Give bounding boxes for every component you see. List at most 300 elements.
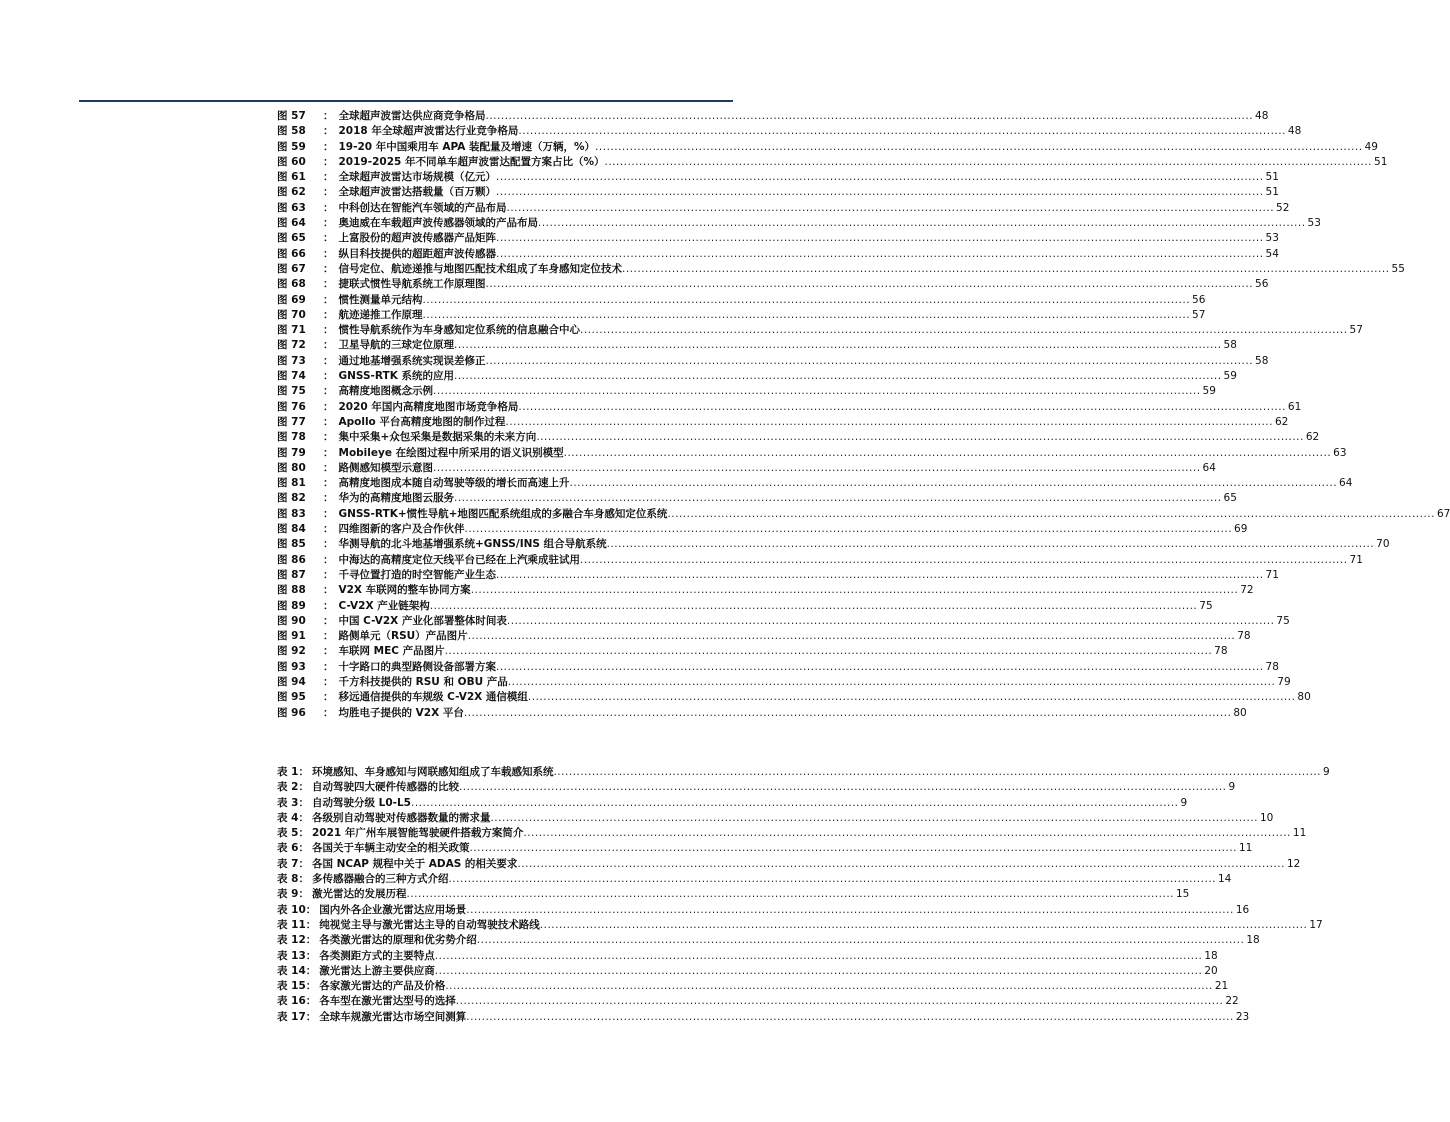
table-title: 各国关于车辆主动安全的相关政策 xyxy=(311,842,470,855)
dot-leader xyxy=(496,568,1264,583)
figure-page-number: 78 xyxy=(1214,645,1228,658)
figure-title: 2018 年全球超声波雷达行业竞争格局 xyxy=(338,125,519,138)
figure-title: 通过地基增强系统实现误差修正 xyxy=(338,354,486,367)
figure-title: 卫星导航的三球定位原理 xyxy=(338,339,454,352)
figure-title: 十字路口的典型路侧设备部署方案 xyxy=(338,660,496,673)
figure-title: 信号定位、航迹递推与地图匹配技术组成了车身感知定位技术 xyxy=(338,262,622,275)
figure-entry[interactable] xyxy=(277,384,1216,399)
figure-entry[interactable] xyxy=(277,446,1347,461)
figure-label: 图 95 xyxy=(277,691,306,704)
table-entry[interactable] xyxy=(277,933,1260,948)
table-page-number: 14 xyxy=(1218,873,1232,886)
figure-separator: ： xyxy=(323,691,334,704)
figure-title: 均胜电子提供的 V2X 平台 xyxy=(338,706,464,719)
table-page-number: 9 xyxy=(1323,766,1330,778)
figure-label: 图 87 xyxy=(277,568,306,581)
figure-entry[interactable] xyxy=(277,644,1228,659)
table-page-number: 23 xyxy=(1235,1010,1250,1023)
dot-leader xyxy=(580,553,1348,568)
figure-separator: ： xyxy=(323,140,334,153)
dot-leader xyxy=(468,629,1236,644)
figure-entry[interactable] xyxy=(277,308,1206,323)
figure-entry[interactable] xyxy=(277,400,1302,415)
table-title: 多传感器融合的三种方式介绍 xyxy=(311,873,449,886)
figure-entry[interactable] xyxy=(277,293,1206,308)
figure-separator: ： xyxy=(323,308,334,321)
figure-label: 图 67 xyxy=(277,262,306,275)
table-label: 表 10： xyxy=(277,903,317,916)
figure-title: 全球超声波雷达市场规模（亿元） xyxy=(338,171,496,184)
table-page-number: 10 xyxy=(1260,811,1274,824)
figure-entry[interactable] xyxy=(277,216,1321,231)
table-label: 表 5： xyxy=(277,827,309,840)
figure-page-number: 51 xyxy=(1265,186,1279,199)
figure-entry[interactable] xyxy=(277,461,1216,476)
table-entry[interactable] xyxy=(277,841,1253,856)
dot-leader xyxy=(622,262,1390,277)
figure-label: 图 83 xyxy=(277,507,306,520)
figure-entry[interactable] xyxy=(277,706,1247,721)
figure-page-number: 61 xyxy=(1287,400,1302,413)
figure-separator: ： xyxy=(323,492,334,505)
figure-separator: ： xyxy=(323,293,334,306)
figure-separator: ： xyxy=(323,370,334,383)
dot-leader xyxy=(448,872,1216,887)
figure-title: 高精度地图概念示例 xyxy=(338,385,433,398)
figure-title: Mobileye 在绘图过程中所采用的语义识别模型 xyxy=(338,446,564,459)
figure-separator: ： xyxy=(323,614,334,627)
figure-separator: ： xyxy=(323,339,334,352)
dot-leader xyxy=(466,903,1234,918)
figure-separator: ： xyxy=(323,675,334,688)
figure-separator: ： xyxy=(323,201,334,214)
figure-entry[interactable] xyxy=(277,201,1290,216)
dot-leader xyxy=(430,599,1198,614)
table-label: 表 11： xyxy=(277,918,317,931)
figure-separator: ： xyxy=(323,477,334,490)
figure-separator: ： xyxy=(323,507,334,520)
table-entry[interactable] xyxy=(277,780,1236,795)
figure-separator: ： xyxy=(323,262,334,275)
figure-label: 图 79 xyxy=(277,446,306,459)
figure-separator: ： xyxy=(323,431,334,444)
table-page-number: 21 xyxy=(1214,980,1229,993)
figure-entry[interactable] xyxy=(277,231,1279,246)
dot-leader xyxy=(445,644,1213,659)
figure-page-number: 71 xyxy=(1265,568,1279,581)
figure-title: 高精度地图成本随自动驾驶等级的增长而高速上升 xyxy=(338,477,570,490)
dot-leader xyxy=(604,155,1372,170)
figure-entry[interactable] xyxy=(277,369,1237,384)
dot-leader xyxy=(518,400,1286,415)
figure-label: 图 60 xyxy=(277,155,306,168)
figure-page-number: 80 xyxy=(1297,691,1311,704)
figure-label: 图 94 xyxy=(277,675,306,688)
table-entry[interactable] xyxy=(277,918,1323,933)
figure-page-number: 51 xyxy=(1265,171,1279,184)
figure-label: 图 88 xyxy=(277,584,306,597)
table-label: 表 6： xyxy=(277,842,309,855)
figure-label: 图 81 xyxy=(277,477,306,490)
figure-separator: ： xyxy=(323,415,334,428)
table-page-number: 9 xyxy=(1180,796,1188,809)
header-rule xyxy=(79,100,733,102)
figure-label: 图 66 xyxy=(277,247,306,260)
figure-label: 图 89 xyxy=(277,599,306,612)
figure-entry[interactable] xyxy=(277,170,1279,185)
figure-separator: ： xyxy=(323,599,334,612)
dot-leader xyxy=(454,338,1222,353)
figure-title: GNSS-RTK+惯性导航+地图匹配系统组成的多融合车身感知定位系统 xyxy=(338,507,668,520)
figure-title: 路侧感知模型示意图 xyxy=(338,461,433,474)
table-entry[interactable] xyxy=(277,857,1301,872)
figure-entry[interactable] xyxy=(277,491,1237,506)
dot-leader xyxy=(411,796,1179,811)
dot-leader xyxy=(595,140,1363,155)
figure-entry[interactable] xyxy=(277,629,1251,644)
figure-page-number: 57 xyxy=(1349,324,1363,337)
figure-label: 图 78 xyxy=(277,431,306,444)
figure-entry[interactable] xyxy=(277,553,1363,568)
figure-label: 图 64 xyxy=(277,217,306,230)
table-entry[interactable] xyxy=(277,964,1218,979)
figure-entry[interactable] xyxy=(277,537,1390,552)
figure-separator: ： xyxy=(323,400,334,413)
figure-title: 全球超声波雷达搭载量（百万颗） xyxy=(338,186,496,199)
figure-label: 图 85 xyxy=(277,538,306,551)
figure-separator: ： xyxy=(323,278,334,291)
dot-leader xyxy=(456,994,1224,1009)
figure-page-number: 62 xyxy=(1274,415,1289,428)
figure-label: 图 86 xyxy=(277,553,306,566)
figure-entry[interactable] xyxy=(277,277,1269,292)
figure-separator: ： xyxy=(323,553,334,566)
figure-separator: ： xyxy=(323,110,334,122)
figure-title: 航迹递推工作原理 xyxy=(338,308,423,321)
figure-label: 图 57 xyxy=(277,110,306,122)
table-title: 各国 NCAP 规程中关于 ADAS 的相关要求 xyxy=(311,857,518,870)
figure-page-number: 58 xyxy=(1223,339,1237,352)
table-page-number: 18 xyxy=(1204,949,1218,962)
figure-entry[interactable] xyxy=(277,185,1279,200)
figure-title: 19-20 年中国乘用车 APA 装配量及增速（万辆，%） xyxy=(338,140,596,153)
table-entry[interactable] xyxy=(277,994,1239,1009)
figure-label: 图 58 xyxy=(277,125,306,138)
dot-leader xyxy=(496,231,1264,246)
table-label: 表 13： xyxy=(277,949,317,962)
figure-label: 图 76 xyxy=(277,400,306,413)
figure-separator: ： xyxy=(323,538,334,551)
figure-title: 华为的高精度地图云服务 xyxy=(338,492,454,505)
dot-leader xyxy=(465,522,1233,537)
figure-page-number: 55 xyxy=(1391,262,1405,275)
figure-label: 图 92 xyxy=(277,645,306,658)
figure-label: 图 73 xyxy=(277,354,306,367)
figure-list xyxy=(277,109,1450,721)
table-title: 2021 年广州车展智能驾驶硬件搭载方案简介 xyxy=(311,827,524,840)
table-entry[interactable] xyxy=(277,887,1190,902)
figure-title: 2019-2025 年不同单车超声波雷达配置方案占比（%） xyxy=(338,155,605,168)
figure-page-number: 65 xyxy=(1223,492,1237,505)
figure-label: 图 72 xyxy=(277,339,306,352)
table-title: 各类测距方式的主要特点 xyxy=(319,949,435,962)
figure-entry[interactable] xyxy=(277,415,1289,430)
figure-label: 图 80 xyxy=(277,461,306,474)
table-label: 表 15： xyxy=(277,980,317,993)
table-page-number: 9 xyxy=(1228,781,1236,794)
table-title: 全球车规激光雷达市场空间测算 xyxy=(319,1010,467,1023)
figure-separator: ： xyxy=(323,324,334,337)
figure-entry[interactable] xyxy=(277,507,1450,522)
table-label: 表 12： xyxy=(277,934,317,947)
figure-page-number: 53 xyxy=(1307,217,1321,230)
figure-label: 图 90 xyxy=(277,614,306,627)
dot-leader xyxy=(477,933,1245,948)
figure-entry[interactable] xyxy=(277,124,1302,139)
figure-title: V2X 车联网的整车协同方案 xyxy=(338,584,471,597)
figure-entry[interactable] xyxy=(277,690,1311,705)
dot-leader xyxy=(553,765,1321,780)
dot-leader xyxy=(435,949,1203,964)
table-page-number: 17 xyxy=(1309,918,1323,931)
dot-leader xyxy=(454,369,1222,384)
dot-leader xyxy=(505,415,1273,430)
table-entry[interactable] xyxy=(277,826,1307,841)
figure-page-number: 56 xyxy=(1192,293,1206,306)
table-entry[interactable] xyxy=(277,872,1232,887)
dot-leader xyxy=(570,476,1338,491)
figure-title: 惯性测量单元结构 xyxy=(338,293,423,306)
table-title: 环境感知、车身感知与网联感知组成了车载感知系统 xyxy=(311,766,554,778)
figure-label: 图 77 xyxy=(277,415,306,428)
figure-title: 中科创达在智能汽车领域的产品布局 xyxy=(338,201,507,214)
figure-separator: ： xyxy=(323,446,334,459)
figure-label: 图 63 xyxy=(277,201,306,214)
dot-leader xyxy=(518,124,1286,139)
dot-leader xyxy=(564,446,1332,461)
dot-leader xyxy=(538,216,1306,231)
figure-entry[interactable] xyxy=(277,568,1279,583)
dot-leader xyxy=(607,537,1375,552)
dot-leader xyxy=(486,354,1254,369)
figure-page-number: 64 xyxy=(1339,477,1353,490)
dot-leader xyxy=(435,964,1203,979)
figure-title: 中海达的高精度定位天线平台已经在上汽乘成驻试用 xyxy=(338,553,580,566)
table-page-number: 16 xyxy=(1235,903,1250,916)
figure-page-number: 49 xyxy=(1364,140,1378,153)
figure-page-number: 78 xyxy=(1237,630,1251,643)
table-label: 表 9： xyxy=(277,888,309,901)
figure-entry[interactable] xyxy=(277,675,1291,690)
figure-page-number: 54 xyxy=(1265,247,1279,260)
table-entry[interactable] xyxy=(277,765,1330,780)
table-label: 表 14： xyxy=(277,964,317,977)
figure-separator: ： xyxy=(323,232,334,245)
figure-label: 图 71 xyxy=(277,324,306,337)
dot-leader xyxy=(507,201,1275,216)
figure-entry[interactable] xyxy=(277,583,1254,598)
figure-separator: ： xyxy=(323,568,334,581)
figure-separator: ： xyxy=(323,660,334,673)
figure-page-number: 70 xyxy=(1376,538,1390,551)
dot-leader xyxy=(496,185,1264,200)
figure-title: 2020 年国内高精度地图市场竞争格局 xyxy=(338,400,519,413)
figure-title: 上富股份的超声波传感器产品矩阵 xyxy=(338,232,496,245)
figure-page-number: 48 xyxy=(1287,125,1302,138)
table-page-number: 11 xyxy=(1239,842,1253,855)
figure-page-number: 48 xyxy=(1255,110,1269,122)
figure-entry[interactable] xyxy=(277,660,1279,675)
figure-title: 捷联式惯性导航系统工作原理图 xyxy=(338,278,486,291)
figure-page-number: 72 xyxy=(1240,584,1254,597)
figure-page-number: 79 xyxy=(1277,675,1291,688)
figure-page-number: 75 xyxy=(1199,599,1213,612)
figure-label: 图 68 xyxy=(277,278,306,291)
table-title: 国内外各企业激光雷达应用场景 xyxy=(319,903,467,916)
figure-title: 集中采集+众包采集是数据采集的未来方向 xyxy=(338,431,537,444)
table-page-number: 12 xyxy=(1286,857,1301,870)
table-title: 纯视觉主导与激光雷达主导的自动驾驶技术路线 xyxy=(319,918,540,931)
table-label: 表 3： xyxy=(277,796,309,809)
dot-leader xyxy=(486,109,1254,124)
figure-separator: ： xyxy=(323,155,334,168)
table-title: 自动驾驶分级 L0-L5 xyxy=(311,796,411,809)
dot-leader xyxy=(507,614,1275,629)
dot-leader xyxy=(433,384,1201,399)
figure-label: 图 62 xyxy=(277,186,306,199)
dot-leader xyxy=(517,857,1285,872)
figure-title: 千寻位置打造的时空智能产业生态 xyxy=(338,568,496,581)
figure-separator: ： xyxy=(323,385,334,398)
dot-leader xyxy=(496,247,1264,262)
figure-label: 图 61 xyxy=(277,171,306,184)
figure-entry[interactable] xyxy=(277,614,1290,629)
figure-separator: ： xyxy=(323,706,334,719)
figure-label: 图 84 xyxy=(277,523,306,536)
dot-leader xyxy=(540,918,1308,933)
figure-title: 全球超声波雷达供应商竞争格局 xyxy=(338,110,486,122)
figure-entry[interactable] xyxy=(277,476,1353,491)
figure-separator: ： xyxy=(323,247,334,260)
table-entry[interactable] xyxy=(277,811,1274,826)
figure-entry[interactable] xyxy=(277,599,1213,614)
figure-entry[interactable] xyxy=(277,430,1320,445)
figure-page-number: 58 xyxy=(1255,354,1269,367)
figure-page-number: 67 xyxy=(1436,507,1450,520)
figure-entry[interactable] xyxy=(277,262,1405,277)
table-entry[interactable] xyxy=(277,949,1218,964)
figure-label: 图 59 xyxy=(277,140,306,153)
dot-leader xyxy=(423,293,1191,308)
dot-leader xyxy=(528,690,1296,705)
figure-entry[interactable] xyxy=(277,522,1248,537)
figure-page-number: 56 xyxy=(1255,278,1269,291)
figure-entry[interactable] xyxy=(277,323,1363,338)
dot-leader xyxy=(496,170,1264,185)
dot-leader xyxy=(459,780,1227,795)
table-page-number: 15 xyxy=(1176,888,1190,901)
figure-page-number: 52 xyxy=(1276,201,1290,214)
table-list xyxy=(277,765,1330,1025)
figure-entry[interactable] xyxy=(277,338,1237,353)
figure-title: 路侧单元（RSU）产品图片 xyxy=(338,630,468,643)
table-title: 各类激光雷达的原理和优劣势介绍 xyxy=(319,934,477,947)
figure-page-number: 63 xyxy=(1333,446,1347,459)
dot-leader xyxy=(667,507,1435,522)
table-title: 各家激光雷达的产品及价格 xyxy=(319,980,446,993)
figure-label: 图 96 xyxy=(277,706,306,719)
figure-entry[interactable] xyxy=(277,109,1269,124)
table-entry[interactable] xyxy=(277,979,1229,994)
table-label: 表 8： xyxy=(277,873,309,886)
dot-leader xyxy=(508,675,1276,690)
figure-entry[interactable] xyxy=(277,140,1378,155)
figure-entry[interactable] xyxy=(277,354,1269,369)
figure-page-number: 62 xyxy=(1305,431,1320,444)
dot-leader xyxy=(464,706,1232,721)
table-label: 表 1： xyxy=(277,766,309,778)
figure-title: 华测导航的北斗地基增强系统+GNSS/INS 组合导航系统 xyxy=(338,538,607,551)
figure-separator: ： xyxy=(323,354,334,367)
table-entry[interactable] xyxy=(277,796,1188,811)
figure-page-number: 78 xyxy=(1265,660,1279,673)
table-label: 表 17： xyxy=(277,1010,317,1023)
figure-page-number: 59 xyxy=(1202,385,1216,398)
figure-page-number: 57 xyxy=(1192,308,1206,321)
dot-leader xyxy=(523,826,1291,841)
table-title: 激光雷达上游主要供应商 xyxy=(319,964,435,977)
table-label: 表 2： xyxy=(277,781,309,794)
figure-page-number: 69 xyxy=(1234,523,1248,536)
table-page-number: 20 xyxy=(1204,964,1218,977)
figure-separator: ： xyxy=(323,217,334,230)
figure-entry[interactable] xyxy=(277,247,1279,262)
figure-page-number: 59 xyxy=(1223,370,1237,383)
figure-label: 图 69 xyxy=(277,293,306,306)
table-title: 各级别自动驾驶对传感器数量的需求量 xyxy=(311,811,491,824)
table-title: 各车型在激光雷达型号的选择 xyxy=(319,995,456,1008)
dot-leader xyxy=(471,583,1239,598)
figure-title: C-V2X 产业链架构 xyxy=(338,599,430,612)
dot-leader xyxy=(496,660,1264,675)
figure-separator: ： xyxy=(323,523,334,536)
dot-leader xyxy=(406,887,1174,902)
figure-label: 图 74 xyxy=(277,370,306,383)
figure-entry[interactable] xyxy=(277,155,1388,170)
figure-title: 惯性导航系统作为车身感知定位系统的信息融合中心 xyxy=(338,324,580,337)
figure-separator: ： xyxy=(323,125,334,138)
figure-page-number: 53 xyxy=(1265,232,1279,245)
table-page-number: 11 xyxy=(1292,827,1307,840)
figure-page-number: 64 xyxy=(1202,461,1216,474)
figure-title: 四维图新的客户及合作伙伴 xyxy=(338,523,465,536)
dot-leader xyxy=(536,430,1304,445)
table-page-number: 18 xyxy=(1246,934,1260,947)
figure-separator: ： xyxy=(323,584,334,597)
table-page-number: 22 xyxy=(1225,995,1239,1008)
figure-label: 图 91 xyxy=(277,630,306,643)
figure-separator: ： xyxy=(323,461,334,474)
dot-leader xyxy=(423,308,1191,323)
table-label: 表 16： xyxy=(277,995,317,1008)
dot-leader xyxy=(580,323,1348,338)
table-entry[interactable] xyxy=(277,1010,1250,1025)
table-label: 表 7： xyxy=(277,857,309,870)
dot-leader xyxy=(454,491,1222,506)
table-entry[interactable] xyxy=(277,903,1250,918)
figure-label: 图 93 xyxy=(277,660,306,673)
figure-page-number: 51 xyxy=(1374,155,1388,168)
